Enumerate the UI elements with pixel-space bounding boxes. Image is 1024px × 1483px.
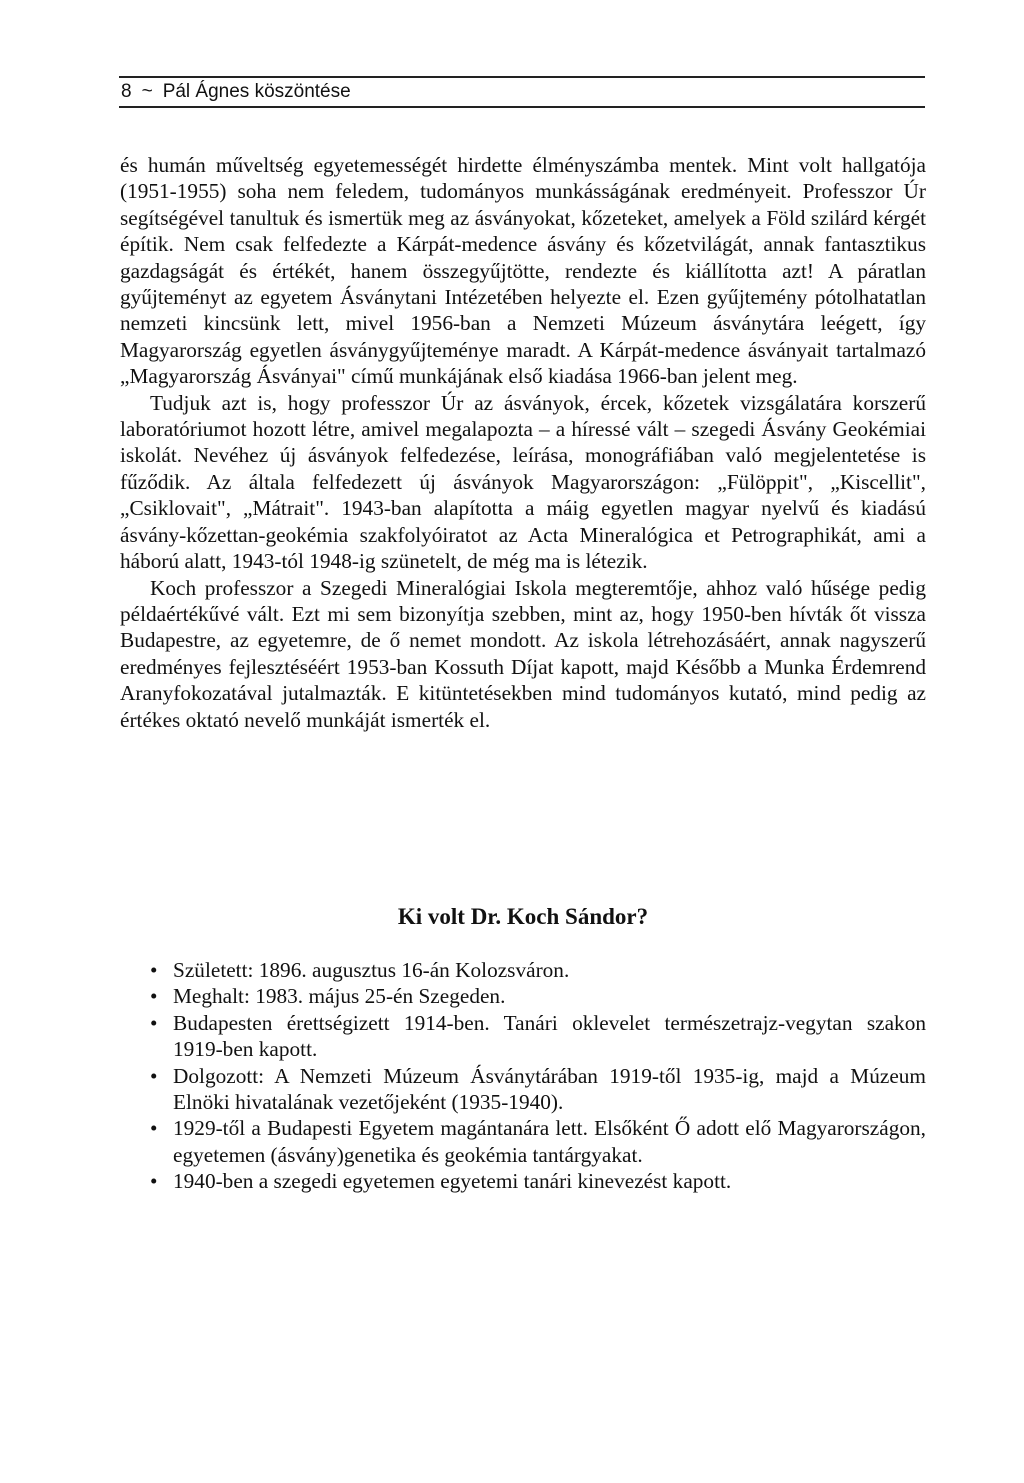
- list-item: [120, 1168, 926, 1194]
- list-item-text: Budapesten érettségizett 1914-ben. Tanári oklevelet természetrajz-vegytan szakon 1919-ben kapott.: [173, 1010, 926, 1062]
- list-item: [120, 1010, 926, 1063]
- bullet-icon: •: [150, 1169, 158, 1194]
- bullet-icon: •: [150, 958, 158, 982]
- list-item: [120, 957, 926, 983]
- list-item-text: 1940-ben a szegedi egyetemen egyetemi tanári kinevezést kapott.: [173, 1169, 732, 1194]
- list-item-text: Született: 1896. augusztus 16-án Kolozsváron.: [173, 958, 570, 982]
- list-item-text: 1929-től a Budapesti Egyetem magántanára lett. Elsőként Ő adott elő Magyarországon, egyetemen (ásvány)genetika és geokémia tantárgyakat.: [173, 1116, 926, 1167]
- bullet-icon: •: [150, 1063, 158, 1088]
- paragraph-3: Koch professzor a Szegedi Mineralógiai Iskola megteremtője, ahhoz való hűsége pedig példaértékűvé vált. Ezt mi sem bizonyítja szebben, mint az, hogy 1950-ben hívták őt vissza Budapestre, az egyetemre, de ő nemet mondott. Az iskola létrehozásáért, annak nagyszerű eredményes fejlesztéséért 1953-ban Kossuth Díjat kapott, majd Később a Munka Érdemrend Aranyfokozatával jutalmazták. E kitüntetésekben mind tudományos kutató, mind pedig az értékes oktató nevelő munkáját ismerték el.: [120, 575, 926, 732]
- list-item: [120, 983, 926, 1009]
- bullet-icon: •: [150, 1010, 158, 1035]
- list-item: [120, 1063, 926, 1116]
- page-number: 8: [121, 81, 132, 102]
- body-text: [120, 152, 926, 733]
- header-separator: ~: [141, 81, 153, 102]
- facts-list: [120, 957, 926, 1195]
- section-heading: Ki volt Dr. Koch Sándor?: [397, 904, 649, 929]
- bullet-icon: •: [150, 1116, 158, 1141]
- bullet-icon: •: [150, 984, 158, 1009]
- list-item-text: Meghalt: 1983. május 25-én Szegeden.: [173, 984, 506, 1009]
- paragraph-2: Tudjuk azt is, hogy professzor Úr az ásványok, ércek, kőzetek vizsgálatára korszerű laboratóriumot hozott létre, amivel megalapozta – a híressé vált – szegedi Ásvány Geokémiai iskolát. Nevéhez új ásványok felfedezése, leírása, monográfiában való megjelentetése is fűződik. Az általa felfedezett új ásványok Magyarországon: „Fülöppit", „Kiscellit", „Csiklovait", „Mátrait". 1943-ban alapította a máig egyetlen magyar nyelvű és kiadású ásvány-kőzettan-geokémia szakfolyóiratot az Acta Mineralógica et Petrographikát, ami a háború alatt, 1943-tól 1948-ig szünetelt, de még ma is létezik.: [120, 390, 926, 574]
- running-title: Pál Ágnes köszöntése: [162, 81, 351, 102]
- list-item-text: Dolgozott: A Nemzeti Múzeum Ásványtárában 1919-től 1935-ig, majd a Múzeum Elnöki hivatalának vezetőjeként (1935-1940).: [173, 1063, 926, 1115]
- paragraph-1: és humán műveltség egyetemességét hirdette élményszámba mentek. Mint volt hallgatója (1951-1955) soha nem feledem, tudományos munkásságának eredményeit. Professzor Úr segítségével tanultuk és ismertük meg az ásványokat, kőzeteket, amelyek a Föld szilárd kérgét építik. Nem csak felfedezte a Kárpát-medence ásvány és kőzetvilágát, annak fantasztikus gazdagságát és értékét, hanem összegyűjtötte, rendezte és kiállította azt! A páratlan gyűjteményt az egyetem Ásványtani Intézetében helyezte el. Ezen gyűjtemény pótolhatatlan nemzeti kincsünk lett, mivel 1956-ban a Nemzeti Múzeum ásványtára leégett, így Magyarország egyetlen ásványgyűjteménye maradt. A Kárpát-medence ásványait tartalmazó „Magyarország Ásványai" című munkájának első kiadása 1966-ban jelent meg.: [120, 153, 926, 389]
- list-item: [120, 1115, 926, 1168]
- running-header: [119, 76, 925, 108]
